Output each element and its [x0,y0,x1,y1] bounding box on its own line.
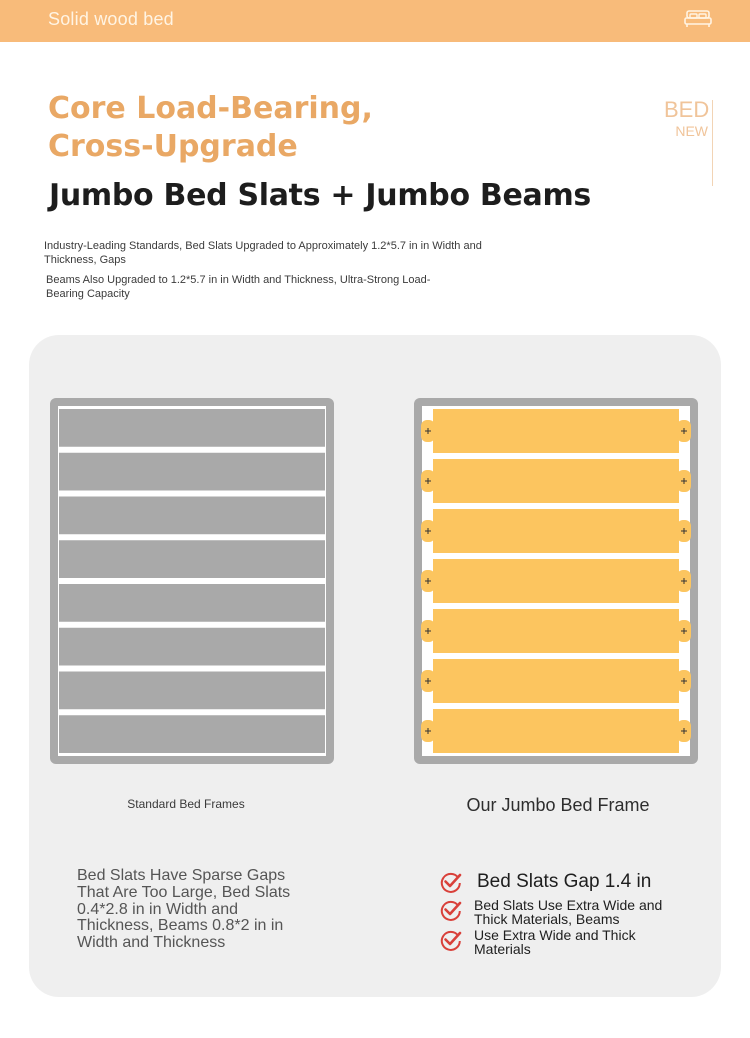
description-2: Beams Also Upgraded to 1.2*5.7 in in Width and Thickness, Ultra-Strong Load-Bearing Capacity [46,274,431,300]
badge-top: BED [664,97,710,122]
standard-frame-description: Bed Slats Have Sparse Gaps That Are Too Large, Bed Slats 0.4*2.8 in in Width and Thickness, Beams 0.8*2 in in Width and Thickness [77,867,291,952]
standard-frame-label: Standard Bed Frames [127,797,245,811]
feature-item-3 [440,929,674,956]
top-banner [0,0,750,42]
headline-main: Jumbo Bed Slats + Jumbo Beams [49,178,591,213]
bed-slat [59,453,325,491]
bed-slat [433,559,679,603]
bed-slat [433,609,679,653]
bed-slat [59,584,325,622]
bed-slat [59,497,325,535]
feature-text-3: Use Extra Wide and Thick Materials [474,927,636,957]
feature-item-2 [440,899,674,926]
jumbo-bed-frame [414,398,698,764]
headline-orange [48,90,373,166]
bed-new-badge [664,98,708,140]
bed-slat [59,409,325,447]
banner-title: Solid wood bed [48,9,174,29]
badge-bottom: NEW [675,123,708,139]
headline-line-1: Core Load-Bearing, [48,91,373,126]
headline-line-2: Cross-Upgrade [48,129,298,164]
bed-slat [59,672,325,710]
bed-icon [684,9,712,29]
bed-slat [433,409,679,453]
bed-slat [59,628,325,666]
standard-bed-frame [50,398,334,764]
feature-text-1: Bed Slats Gap 1.4 in [477,871,652,892]
bed-slat [59,715,325,753]
bed-slat [433,459,679,503]
bed-slat [433,709,679,753]
bed-slat [59,540,325,578]
feature-text-2: Bed Slats Use Extra Wide and Thick Materials, Beams [474,897,663,927]
check-circle-icon [440,899,462,921]
check-circle-icon [440,871,462,893]
badge-divider [712,100,713,186]
jumbo-frame-label: Our Jumbo Bed Frame [466,795,650,815]
check-circle-icon [440,929,462,951]
bed-slat [433,659,679,703]
description-1: Industry-Leading Standards, Bed Slats Upgraded to Approximately 1.2*5.7 in in Width and Thickness, Gaps [44,240,482,266]
bed-slat [433,509,679,553]
feature-item-1 [440,871,651,893]
